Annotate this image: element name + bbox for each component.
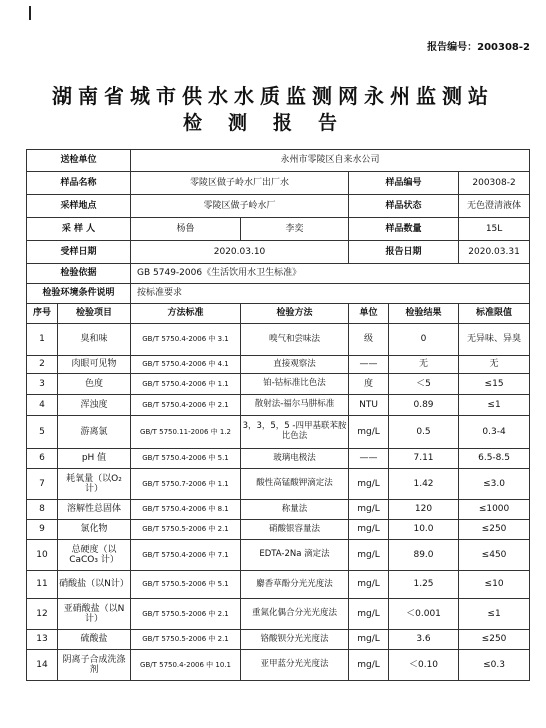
row-result: ＜0.001: [389, 599, 459, 630]
row-item: 硫酸盐: [58, 630, 131, 650]
report-date-value: 2020.03.31: [459, 241, 530, 264]
row-unit: mg/L: [349, 416, 389, 449]
row-no: 7: [27, 469, 58, 500]
row-unit: mg/L: [349, 520, 389, 540]
row-result: 7.11: [389, 449, 459, 469]
table-row: [27, 599, 530, 630]
text-cursor-mark: [29, 6, 31, 20]
row-unit: mg/L: [349, 540, 389, 571]
row-no: 11: [27, 571, 58, 599]
report-date-label: 报告日期: [349, 241, 459, 264]
row-result: 10.0: [389, 520, 459, 540]
row-method: EDTA-2Na 滴定法: [241, 540, 349, 571]
row-method: 亚甲蓝分光光度法: [241, 650, 349, 681]
table-row: [27, 630, 530, 650]
row-unit: mg/L: [349, 650, 389, 681]
sampler-2: 李奕: [241, 218, 349, 241]
recv-date-value: 2020.03.10: [131, 241, 349, 264]
col-header-unit: 单位: [349, 304, 389, 324]
row-method: 散射法-福尔马肼标准: [241, 395, 349, 416]
info-row-client: [27, 150, 530, 172]
row-no: 14: [27, 650, 58, 681]
row-standard: GB/T 5750.4-2006 中 10.1: [131, 650, 241, 681]
row-method: 铬酸钡分光光度法: [241, 630, 349, 650]
row-method: 重氮化偶合分光光度法: [241, 599, 349, 630]
row-limit: ≤0.3: [459, 650, 530, 681]
row-result: 0: [389, 324, 459, 356]
row-item: 浑浊度: [58, 395, 131, 416]
qty-label: 样品数量: [349, 218, 459, 241]
row-standard: GB/T 5750.7-2006 中 1.1: [131, 469, 241, 500]
state-label: 样品状态: [349, 195, 459, 218]
row-result: 89.0: [389, 540, 459, 571]
row-method: 玻璃电极法: [241, 449, 349, 469]
row-limit: ≤1: [459, 395, 530, 416]
row-standard: GB/T 5750.4-2006 中 2.1: [131, 395, 241, 416]
site-value: 零陵区做子岭水厂: [131, 195, 349, 218]
row-limit: 0.3-4: [459, 416, 530, 449]
row-no: 6: [27, 449, 58, 469]
row-item: 臭和味: [58, 324, 131, 356]
row-unit: mg/L: [349, 571, 389, 599]
row-unit: ——: [349, 449, 389, 469]
row-limit: 无: [459, 356, 530, 374]
row-result: 3.6: [389, 630, 459, 650]
row-limit: ≤450: [459, 540, 530, 571]
info-row-sampler: [27, 218, 530, 241]
row-item: 色度: [58, 374, 131, 395]
row-result: 无: [389, 356, 459, 374]
sampler-1: 杨鲁: [131, 218, 241, 241]
row-item: 氯化物: [58, 520, 131, 540]
row-item: 耗氧量（以O₂ 计）: [58, 469, 131, 500]
client-label: 送检单位: [27, 150, 131, 172]
info-row-dates: [27, 241, 530, 264]
row-item: pH 值: [58, 449, 131, 469]
table-row: [27, 571, 530, 599]
site-label: 采样地点: [27, 195, 131, 218]
sample-name-label: 样品名称: [27, 172, 131, 195]
row-no: 1: [27, 324, 58, 356]
row-method: 称量法: [241, 500, 349, 520]
row-unit: mg/L: [349, 469, 389, 500]
row-item: 游离氯: [58, 416, 131, 449]
row-limit: ≤250: [459, 520, 530, 540]
table-row: [27, 650, 530, 681]
report-title: 湖南省城市供水水质监测网永州监测站: [52, 84, 494, 108]
client-value: 永州市零陵区自来水公司: [131, 150, 530, 172]
table-row: [27, 356, 530, 374]
row-item: 亚硝酸盐（以N计）: [58, 599, 131, 630]
env-value: 按标准要求: [131, 284, 530, 304]
info-row-basis: [27, 264, 530, 284]
table-row: [27, 449, 530, 469]
row-item: 阴离子合成洗涤剂: [58, 650, 131, 681]
row-no: 13: [27, 630, 58, 650]
row-result: 0.5: [389, 416, 459, 449]
sample-no-label: 样品编号: [349, 172, 459, 195]
row-unit: mg/L: [349, 500, 389, 520]
sample-no-value: 200308-2: [459, 172, 530, 195]
row-method: 3，3，5，5 -四甲基联苯胺比色法: [241, 416, 349, 449]
row-no: 2: [27, 356, 58, 374]
col-header-standard: 方法标准: [131, 304, 241, 324]
report-table: [26, 149, 530, 681]
row-no: 4: [27, 395, 58, 416]
table-row: [27, 416, 530, 449]
row-method: 酸性高锰酸钾滴定法: [241, 469, 349, 500]
col-header-limit: 标准限值: [459, 304, 530, 324]
env-label: 检验环境条件说明: [27, 284, 131, 304]
row-no: 8: [27, 500, 58, 520]
table-row: [27, 395, 530, 416]
row-method: 直接观察法: [241, 356, 349, 374]
row-standard: GB/T 5750.4-2006 中 1.1: [131, 374, 241, 395]
row-standard: GB/T 5750.5-2006 中 2.1: [131, 599, 241, 630]
report-subtitle: 检测报告: [182, 112, 363, 134]
recv-date-label: 受样日期: [27, 241, 131, 264]
row-limit: 无异味、异臭: [459, 324, 530, 356]
row-result: 1.25: [389, 571, 459, 599]
row-limit: ≤15: [459, 374, 530, 395]
state-value: 无色澄清液体: [459, 195, 530, 218]
row-unit: NTU: [349, 395, 389, 416]
row-method: 麝香草酚分光光度法: [241, 571, 349, 599]
table-row: [27, 469, 530, 500]
col-header-method: 检验方法: [241, 304, 349, 324]
row-method: 嗅气和尝味法: [241, 324, 349, 356]
row-method: 硝酸银容量法: [241, 520, 349, 540]
row-unit: 度: [349, 374, 389, 395]
row-standard: GB/T 5750.4-2006 中 7.1: [131, 540, 241, 571]
row-standard: GB/T 5750.5-2006 中 2.1: [131, 630, 241, 650]
row-no: 12: [27, 599, 58, 630]
row-result: 0.89: [389, 395, 459, 416]
col-header-result: 检验结果: [389, 304, 459, 324]
row-limit: ≤1: [459, 599, 530, 630]
row-standard: GB/T 5750.4-2006 中 3.1: [131, 324, 241, 356]
col-header-no: 序号: [27, 304, 58, 324]
basis-value: GB 5749-2006《生活饮用水卫生标准》: [131, 264, 530, 284]
row-item: 肉眼可见物: [58, 356, 131, 374]
row-standard: GB/T 5750.4-2006 中 4.1: [131, 356, 241, 374]
row-standard: GB/T 5750.4-2006 中 5.1: [131, 449, 241, 469]
row-limit: 6.5-8.5: [459, 449, 530, 469]
col-header-item: 检验项目: [58, 304, 131, 324]
row-method: 铂-钴标准比色法: [241, 374, 349, 395]
row-no: 5: [27, 416, 58, 449]
row-standard: GB/T 5750.4-2006 中 8.1: [131, 500, 241, 520]
row-no: 10: [27, 540, 58, 571]
column-header-row: [27, 304, 530, 324]
row-limit: ≤250: [459, 630, 530, 650]
info-row-sample: [27, 172, 530, 195]
row-unit: mg/L: [349, 599, 389, 630]
row-no: 3: [27, 374, 58, 395]
sample-name-value: 零陵区做子岭水厂出厂水: [131, 172, 349, 195]
row-standard: GB/T 5750.5-2006 中 5.1: [131, 571, 241, 599]
table-row: [27, 374, 530, 395]
info-row-site: [27, 195, 530, 218]
row-result: ＜5: [389, 374, 459, 395]
basis-label: 检验依据: [27, 264, 131, 284]
row-standard: GB/T 5750.11-2006 中 1.2: [131, 416, 241, 449]
qty-value: 15L: [459, 218, 530, 241]
row-unit: ——: [349, 356, 389, 374]
row-result: 120: [389, 500, 459, 520]
row-item: 总硬度（以CaCO₃ 计）: [58, 540, 131, 571]
table-row: [27, 500, 530, 520]
table-row: [27, 324, 530, 356]
row-no: 9: [27, 520, 58, 540]
row-limit: ≤10: [459, 571, 530, 599]
table-row: [27, 520, 530, 540]
report-number: 报告编号：200308-2: [427, 42, 530, 53]
table-row: [27, 540, 530, 571]
row-result: 1.42: [389, 469, 459, 500]
row-standard: GB/T 5750.5-2006 中 2.1: [131, 520, 241, 540]
row-unit: 级: [349, 324, 389, 356]
info-row-env: [27, 284, 530, 304]
row-result: ＜0.10: [389, 650, 459, 681]
row-item: 硝酸盐（以N计）: [58, 571, 131, 599]
row-item: 溶解性总固体: [58, 500, 131, 520]
row-limit: ≤3.0: [459, 469, 530, 500]
row-limit: ≤1000: [459, 500, 530, 520]
sampler-label: 采 样 人: [27, 218, 131, 241]
row-unit: mg/L: [349, 630, 389, 650]
